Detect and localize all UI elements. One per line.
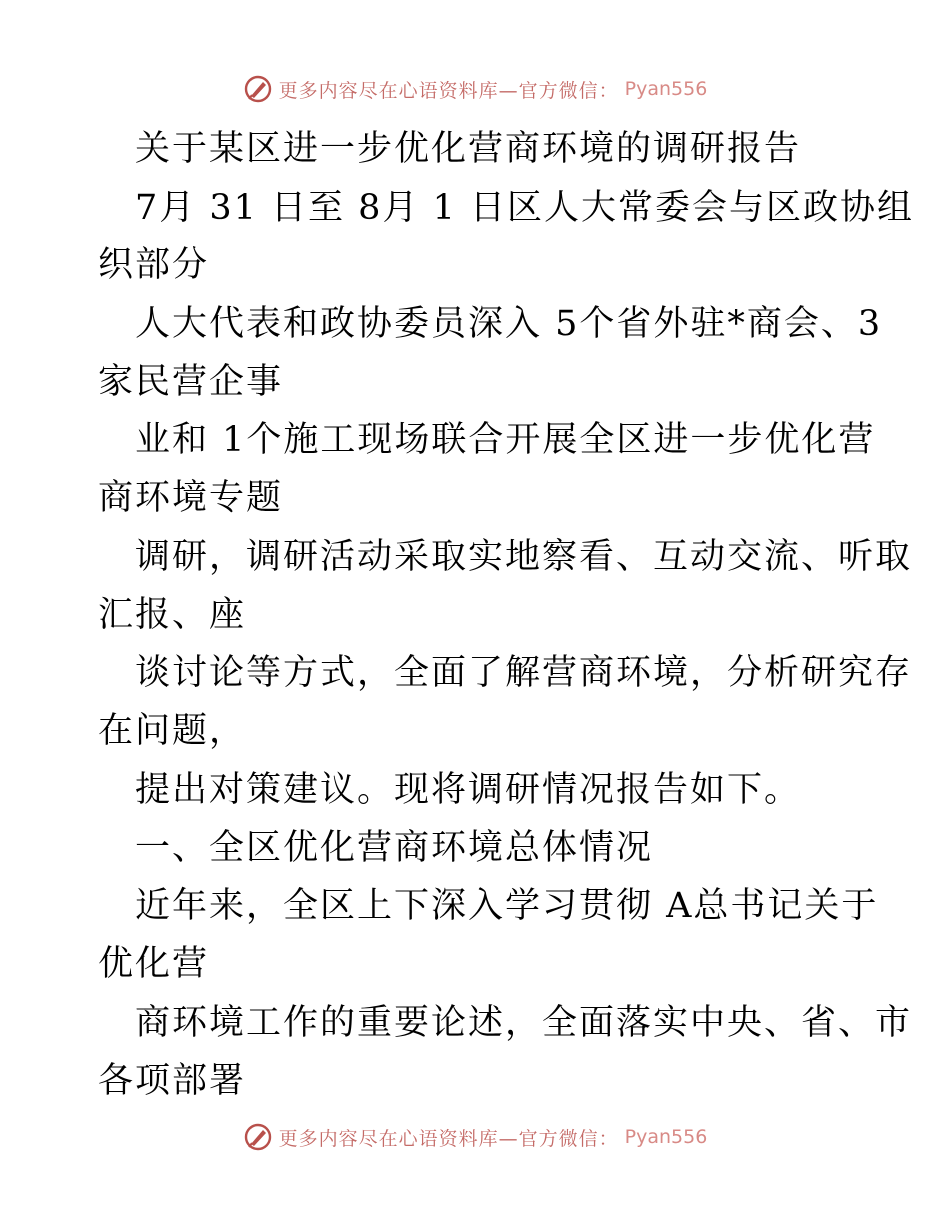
quill-pen-circle-icon	[243, 74, 273, 104]
paragraph-line: 商环境工作的重要论述，全面落实中央、省、市	[135, 1003, 913, 1043]
watermark-text: 更多内容尽在心语资料库—官方微信：	[278, 1127, 619, 1150]
paragraph-line: 调研，调研活动采取实地察看、互动交流、听取	[135, 537, 913, 577]
paragraph-line: 谈讨论等方式，全面了解营商环境，分析研究存	[135, 653, 913, 693]
paragraph-line: 各项部署	[98, 1061, 247, 1101]
paragraph-line: 人大代表和政协委员深入 5个省外驻*商会、3	[135, 304, 883, 344]
watermark-wechat-id: Pyan556	[624, 1126, 708, 1148]
paragraph-line: 优化营	[98, 944, 210, 984]
paragraph-line: 家民营企事	[98, 362, 284, 402]
paragraph-line: 织部分	[98, 245, 210, 285]
paragraph-line: 提出对策建议。现将调研情况报告如下。	[135, 770, 802, 810]
report-title: 关于某区进一步优化营商环境的调研报告	[135, 129, 802, 169]
watermark-footer	[0, 1122, 950, 1152]
quill-pen-circle-icon	[243, 1122, 273, 1152]
paragraph-line: 汇报、座	[98, 595, 247, 635]
watermark-header	[0, 74, 950, 104]
watermark-wechat-id: Pyan556	[624, 78, 708, 100]
watermark-text: 更多内容尽在心语资料库—官方微信：	[278, 79, 619, 102]
section-heading: 一、全区优化营商环境总体情况	[135, 828, 654, 868]
paragraph-line: 业和 1个施工现场联合开展全区进一步优化营	[135, 420, 876, 460]
paragraph-line: 商环境专题	[98, 478, 284, 518]
paragraph-line: 7月 31 日至 8月 1 日区人大常委会与区政协组	[135, 188, 914, 228]
paragraph-line: 近年来，全区上下深入学习贯彻 A总书记关于	[135, 886, 879, 926]
paragraph-line: 在问题，	[98, 711, 247, 751]
